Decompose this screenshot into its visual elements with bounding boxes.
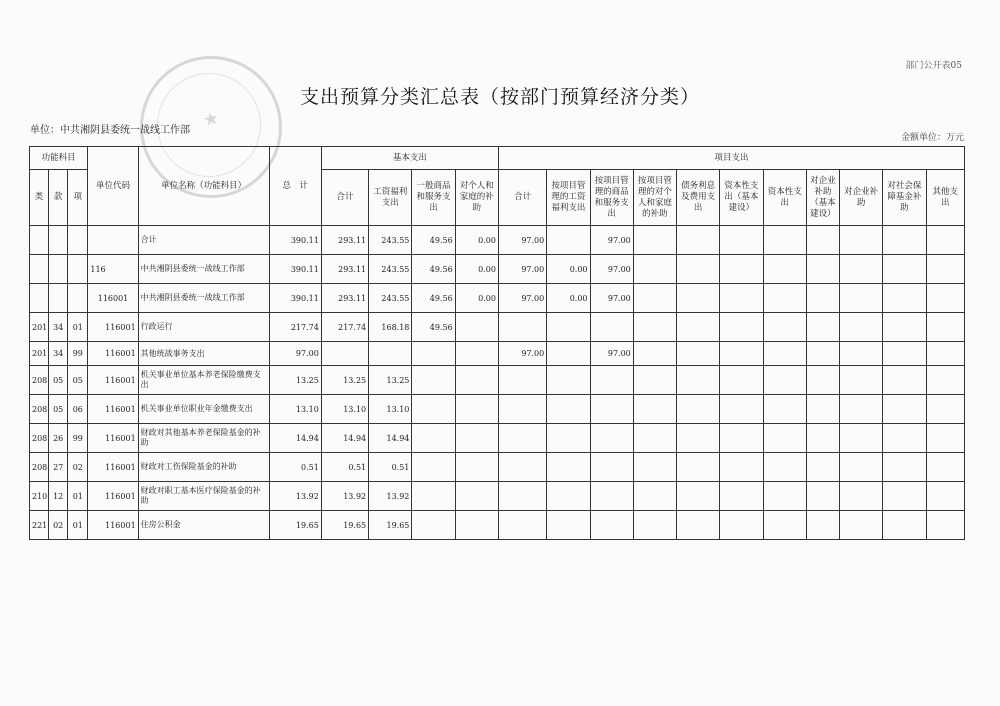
proj-enterprise-basic-header: 对企业补助（基本建设） xyxy=(806,170,839,226)
basic-indiv-cell xyxy=(455,313,498,342)
basic-total-cell: 293.11 xyxy=(321,226,368,255)
xiang-cell xyxy=(68,255,88,284)
basic-total-cell: 13.25 xyxy=(321,366,368,395)
lei-cell xyxy=(30,255,49,284)
basic-salary-cell xyxy=(369,342,412,366)
kuan-cell: 05 xyxy=(49,366,68,395)
proj-goods-cell: 97.00 xyxy=(590,226,633,255)
lei-cell: 201 xyxy=(30,342,49,366)
basic-salary-header: 工资福利支出 xyxy=(369,170,412,226)
kuan-cell xyxy=(49,255,68,284)
code-cell: 116 xyxy=(88,255,138,284)
lei-cell xyxy=(30,284,49,313)
proj-total-cell: 97.00 xyxy=(498,284,546,313)
basic-expenditure-header: 基本支出 xyxy=(321,147,498,170)
xiang-header: 项 xyxy=(68,170,88,226)
proj-goods-cell xyxy=(590,453,633,482)
basic-individual-header: 对个人和家庭的补助 xyxy=(455,170,498,226)
function-subject-header: 功能科目 xyxy=(30,147,88,170)
table-row xyxy=(30,482,965,511)
code-cell: 116001 xyxy=(88,395,138,424)
proj-goods-cell xyxy=(590,395,633,424)
name-cell: 机关事业单位职业年金缴费支出 xyxy=(138,395,269,424)
code-cell: 116001 xyxy=(88,482,138,511)
basic-goods-cell xyxy=(412,366,455,395)
xiang-cell: 01 xyxy=(68,482,88,511)
basic-total-cell: 293.11 xyxy=(321,255,368,284)
code-cell: 116001 xyxy=(88,284,138,313)
lei-cell: 208 xyxy=(30,395,49,424)
basic-indiv-cell xyxy=(455,511,498,540)
name-cell: 中共湘阴县委统一战线工作部 xyxy=(138,255,269,284)
proj-salary-cell xyxy=(547,424,590,453)
proj-goods-cell: 97.00 xyxy=(590,284,633,313)
basic-goods-header: 一般商品和服务支出 xyxy=(412,170,455,226)
basic-salary-cell: 243.55 xyxy=(369,284,412,313)
proj-salary-cell: 0.00 xyxy=(547,284,590,313)
basic-goods-cell: 49.56 xyxy=(412,255,455,284)
total-cell: 0.51 xyxy=(269,453,321,482)
basic-indiv-cell xyxy=(455,482,498,511)
basic-goods-cell xyxy=(412,453,455,482)
basic-goods-cell: 49.56 xyxy=(412,284,455,313)
kuan-cell: 27 xyxy=(49,453,68,482)
table-row xyxy=(30,453,965,482)
table-row xyxy=(30,342,965,366)
proj-capital-header: 资本性支出 xyxy=(763,170,806,226)
basic-indiv-cell xyxy=(455,424,498,453)
lei-cell xyxy=(30,226,49,255)
lei-cell: 208 xyxy=(30,366,49,395)
table-row xyxy=(30,395,965,424)
proj-total-cell xyxy=(498,395,546,424)
basic-goods-cell xyxy=(412,511,455,540)
kuan-cell: 02 xyxy=(49,511,68,540)
kuan-cell: 34 xyxy=(49,342,68,366)
xiang-cell: 06 xyxy=(68,395,88,424)
lei-cell: 221 xyxy=(30,511,49,540)
basic-salary-cell: 13.25 xyxy=(369,366,412,395)
expenditure-table xyxy=(29,146,965,540)
name-cell: 财政对其他基本养老保险基金的补助 xyxy=(138,424,269,453)
code-cell: 116001 xyxy=(88,313,138,342)
name-cell: 合计 xyxy=(138,226,269,255)
basic-indiv-cell xyxy=(455,453,498,482)
proj-goods-cell xyxy=(590,482,633,511)
proj-total-cell xyxy=(498,366,546,395)
basic-indiv-cell xyxy=(455,395,498,424)
total-cell: 14.94 xyxy=(269,424,321,453)
lei-cell: 208 xyxy=(30,424,49,453)
basic-goods-cell xyxy=(412,424,455,453)
basic-salary-cell: 243.55 xyxy=(369,255,412,284)
kuan-cell xyxy=(49,226,68,255)
basic-total-cell: 13.92 xyxy=(321,482,368,511)
basic-salary-cell: 19.65 xyxy=(369,511,412,540)
lei-cell: 208 xyxy=(30,453,49,482)
kuan-cell: 34 xyxy=(49,313,68,342)
basic-goods-cell: 49.56 xyxy=(412,226,455,255)
proj-total-cell: 97.00 xyxy=(498,255,546,284)
basic-salary-cell: 243.55 xyxy=(369,226,412,255)
proj-salary-cell xyxy=(547,482,590,511)
total-cell: 13.92 xyxy=(269,482,321,511)
total-cell: 97.00 xyxy=(269,342,321,366)
proj-enterprise-header: 对企业补助 xyxy=(840,170,883,226)
proj-debt-header: 债务利息及费用支出 xyxy=(677,170,720,226)
proj-subtotal-header: 合计 xyxy=(498,170,546,226)
name-cell: 住房公积金 xyxy=(138,511,269,540)
name-cell: 其他统战事务支出 xyxy=(138,342,269,366)
total-cell: 390.11 xyxy=(269,255,321,284)
total-cell: 390.11 xyxy=(269,226,321,255)
proj-salary-cell xyxy=(547,395,590,424)
proj-goods-cell: 97.00 xyxy=(590,255,633,284)
basic-total-cell: 13.10 xyxy=(321,395,368,424)
table-row xyxy=(30,284,965,313)
basic-goods-cell xyxy=(412,395,455,424)
proj-total-cell: 97.00 xyxy=(498,226,546,255)
basic-total-cell: 19.65 xyxy=(321,511,368,540)
code-cell: 116001 xyxy=(88,342,138,366)
unit-label: 单位：中共湘阴县委统一战线工作部 xyxy=(30,125,190,136)
proj-capital-basic-header: 资本性支出（基本建设） xyxy=(720,170,763,226)
total-header: 总 计 xyxy=(269,147,321,226)
proj-social-header: 对社会保障基金补助 xyxy=(883,170,926,226)
table-row xyxy=(30,424,965,453)
proj-salary-cell xyxy=(547,313,590,342)
table-row xyxy=(30,313,965,342)
table-row xyxy=(30,511,965,540)
proj-salary-cell xyxy=(547,226,590,255)
xiang-cell: 05 xyxy=(68,366,88,395)
proj-total-cell xyxy=(498,313,546,342)
code-cell: 116001 xyxy=(88,511,138,540)
proj-total-cell: 97.00 xyxy=(498,342,546,366)
basic-total-cell: 293.11 xyxy=(321,284,368,313)
basic-indiv-cell xyxy=(455,366,498,395)
basic-goods-cell xyxy=(412,482,455,511)
kuan-cell: 12 xyxy=(49,482,68,511)
name-cell: 机关事业单位基本养老保险缴费支出 xyxy=(138,366,269,395)
proj-goods-cell xyxy=(590,366,633,395)
name-cell: 中共湘阴县委统一战线工作部 xyxy=(138,284,269,313)
basic-indiv-cell: 0.00 xyxy=(455,226,498,255)
xiang-cell: 01 xyxy=(68,511,88,540)
xiang-cell: 01 xyxy=(68,313,88,342)
proj-goods-cell xyxy=(590,424,633,453)
code-cell xyxy=(88,226,138,255)
official-seal: ★ xyxy=(140,56,282,198)
basic-indiv-cell: 0.00 xyxy=(455,255,498,284)
proj-total-cell xyxy=(498,482,546,511)
amount-unit: 金额单位：万元 xyxy=(900,133,964,143)
unit-name-header: 单位名称（功能科目） xyxy=(138,147,269,226)
xiang-cell xyxy=(68,226,88,255)
xiang-cell: 99 xyxy=(68,342,88,366)
name-cell: 行政运行 xyxy=(138,313,269,342)
basic-salary-cell: 168.18 xyxy=(369,313,412,342)
basic-subtotal-header: 合计 xyxy=(321,170,368,226)
page-tag: 部门公开表05 xyxy=(905,61,962,71)
basic-goods-cell: 49.56 xyxy=(412,313,455,342)
name-cell: 财政对工伤保险基金的补助 xyxy=(138,453,269,482)
proj-salary-cell xyxy=(547,511,590,540)
proj-goods-header: 按项目管理的商品和服务支出 xyxy=(590,170,633,226)
proj-salary-cell xyxy=(547,453,590,482)
xiang-cell: 02 xyxy=(68,453,88,482)
table-row xyxy=(30,366,965,395)
table-row xyxy=(30,255,965,284)
proj-other-header: 其他支出 xyxy=(926,170,964,226)
lei-cell: 201 xyxy=(30,313,49,342)
proj-total-cell xyxy=(498,424,546,453)
proj-salary-cell xyxy=(547,342,590,366)
proj-goods-cell xyxy=(590,313,633,342)
basic-salary-cell: 0.51 xyxy=(369,453,412,482)
basic-salary-cell: 13.10 xyxy=(369,395,412,424)
lei-cell: 210 xyxy=(30,482,49,511)
proj-total-cell xyxy=(498,453,546,482)
unit-code-header: 单位代码 xyxy=(88,147,138,226)
basic-total-cell: 0.51 xyxy=(321,453,368,482)
proj-salary-cell xyxy=(547,366,590,395)
project-expenditure-header: 项目支出 xyxy=(498,147,964,170)
total-cell: 13.10 xyxy=(269,395,321,424)
kuan-cell: 05 xyxy=(49,395,68,424)
proj-goods-cell: 97.00 xyxy=(590,342,633,366)
xiang-cell xyxy=(68,284,88,313)
basic-salary-cell: 13.92 xyxy=(369,482,412,511)
total-cell: 217.74 xyxy=(269,313,321,342)
total-cell: 390.11 xyxy=(269,284,321,313)
page-title: 支出预算分类汇总表（按部门预算经济分类） xyxy=(299,86,700,108)
total-cell: 13.25 xyxy=(269,366,321,395)
kuan-cell xyxy=(49,284,68,313)
basic-indiv-cell xyxy=(455,342,498,366)
table-row xyxy=(30,226,965,255)
basic-indiv-cell: 0.00 xyxy=(455,284,498,313)
code-cell: 116001 xyxy=(88,366,138,395)
xiang-cell: 99 xyxy=(68,424,88,453)
proj-salary-header: 按项目管理的工资福利支出 xyxy=(547,170,590,226)
basic-total-cell: 14.94 xyxy=(321,424,368,453)
total-cell: 19.65 xyxy=(269,511,321,540)
proj-goods-cell xyxy=(590,511,633,540)
basic-total-cell xyxy=(321,342,368,366)
code-cell: 116001 xyxy=(88,424,138,453)
basic-goods-cell xyxy=(412,342,455,366)
proj-salary-cell: 0.00 xyxy=(547,255,590,284)
kuan-cell: 26 xyxy=(49,424,68,453)
lei-header: 类 xyxy=(30,170,49,226)
basic-total-cell: 217.74 xyxy=(321,313,368,342)
code-cell: 116001 xyxy=(88,453,138,482)
proj-individual-header: 按项目管理的对个人和家庭的补助 xyxy=(633,170,676,226)
basic-salary-cell: 14.94 xyxy=(369,424,412,453)
name-cell: 财政对职工基本医疗保险基金的补助 xyxy=(138,482,269,511)
proj-total-cell xyxy=(498,511,546,540)
kuan-header: 款 xyxy=(49,170,68,226)
